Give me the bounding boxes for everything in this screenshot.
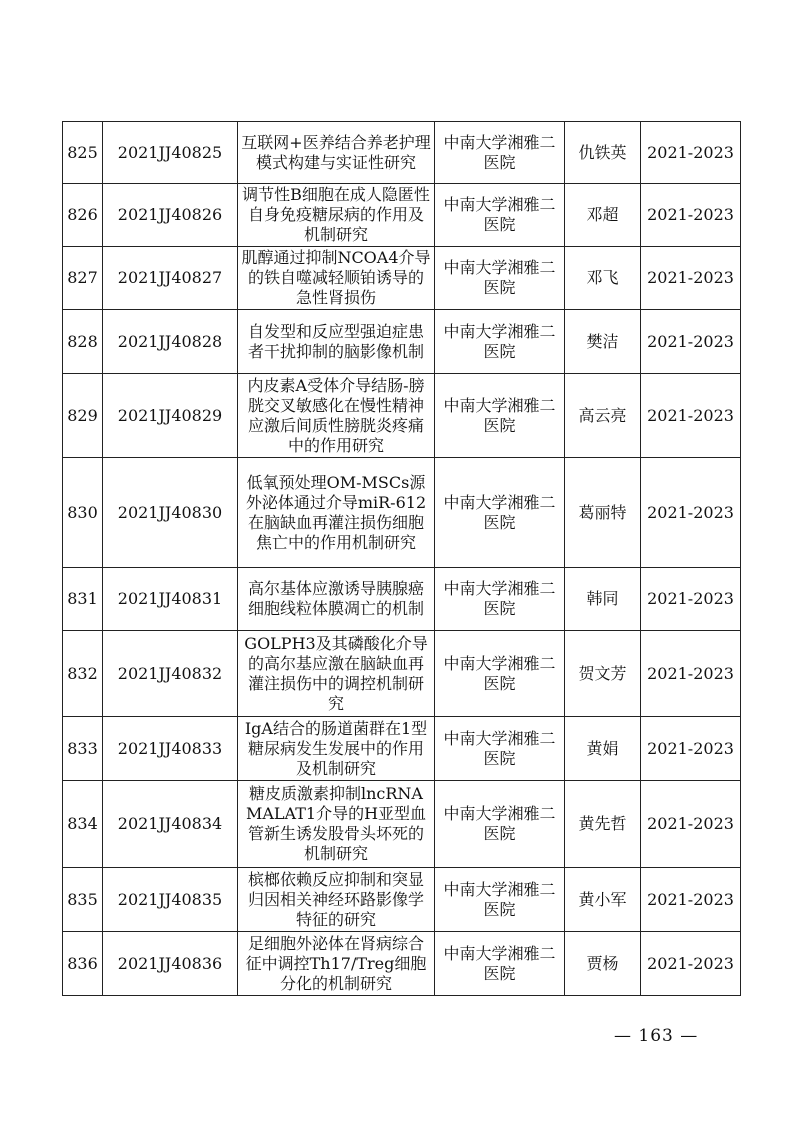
project-period: 2021-2023: [641, 458, 741, 568]
institution: 中南大学湘雅二医院: [435, 631, 565, 717]
project-title: 内皮素A受体介导结肠-膀胱交叉敏感化在慢性精神应激后间质性膀胱炎疼痛中的作用研究: [238, 374, 435, 458]
table-row: [63, 374, 741, 458]
principal-investigator: 贾杨: [565, 932, 641, 996]
table-row: [63, 310, 741, 374]
project-id: 2021JJ40826: [103, 184, 238, 247]
table-row: [63, 568, 741, 631]
project-id: 2021JJ40833: [103, 717, 238, 781]
row-number: 828: [63, 310, 103, 374]
project-title: 肌醇通过抑制NCOA4介导的铁自噬减轻顺铂诱导的急性肾损伤: [238, 247, 435, 310]
institution: 中南大学湘雅二医院: [435, 781, 565, 868]
table-row: [63, 184, 741, 247]
principal-investigator: 黄先哲: [565, 781, 641, 868]
table-row: [63, 717, 741, 781]
table-row: [63, 458, 741, 568]
project-period: 2021-2023: [641, 310, 741, 374]
project-title: 高尔基体应激诱导胰腺癌细胞线粒体膜凋亡的机制: [238, 568, 435, 631]
principal-investigator: 高云亮: [565, 374, 641, 458]
project-period: 2021-2023: [641, 122, 741, 184]
table-row: [63, 122, 741, 184]
project-id: 2021JJ40830: [103, 458, 238, 568]
project-period: 2021-2023: [641, 868, 741, 932]
table-row: [63, 631, 741, 717]
institution: 中南大学湘雅二医院: [435, 568, 565, 631]
project-table: [62, 121, 741, 996]
project-title: 调节性B细胞在成人隐匿性自身免疫糖尿病的作用及机制研究: [238, 184, 435, 247]
row-number: 833: [63, 717, 103, 781]
institution: 中南大学湘雅二医院: [435, 184, 565, 247]
row-number: 827: [63, 247, 103, 310]
institution: 中南大学湘雅二医院: [435, 717, 565, 781]
principal-investigator: 黄小军: [565, 868, 641, 932]
project-id: 2021JJ40835: [103, 868, 238, 932]
project-title: 槟榔依赖反应抑制和突显归因相关神经环路影像学特征的研究: [238, 868, 435, 932]
project-id: 2021JJ40829: [103, 374, 238, 458]
project-id: 2021JJ40832: [103, 631, 238, 717]
principal-investigator: 邓飞: [565, 247, 641, 310]
project-period: 2021-2023: [641, 631, 741, 717]
principal-investigator: 邓超: [565, 184, 641, 247]
project-title: 低氧预处理OM-MSCs源外泌体通过介导miR-612在脑缺血再灌注损伤细胞焦亡中的作用机制研究: [238, 458, 435, 568]
page-number: — 163 —: [614, 1026, 699, 1046]
project-period: 2021-2023: [641, 374, 741, 458]
row-number: 834: [63, 781, 103, 868]
institution: 中南大学湘雅二医院: [435, 868, 565, 932]
project-title: 糖皮质激素抑制lncRNA MALAT1介导的H亚型血管新生诱发股骨头坏死的机制研究: [238, 781, 435, 868]
project-id: 2021JJ40827: [103, 247, 238, 310]
row-number: 832: [63, 631, 103, 717]
principal-investigator: 樊洁: [565, 310, 641, 374]
table-row: [63, 781, 741, 868]
institution: 中南大学湘雅二医院: [435, 932, 565, 996]
row-number: 830: [63, 458, 103, 568]
project-period: 2021-2023: [641, 717, 741, 781]
row-number: 829: [63, 374, 103, 458]
project-id: 2021JJ40828: [103, 310, 238, 374]
project-period: 2021-2023: [641, 568, 741, 631]
project-id: 2021JJ40825: [103, 122, 238, 184]
project-title: 自发型和反应型强迫症患者干扰抑制的脑影像机制: [238, 310, 435, 374]
project-period: 2021-2023: [641, 932, 741, 996]
project-id: 2021JJ40834: [103, 781, 238, 868]
row-number: 831: [63, 568, 103, 631]
principal-investigator: 葛丽特: [565, 458, 641, 568]
project-period: 2021-2023: [641, 781, 741, 868]
row-number: 836: [63, 932, 103, 996]
row-number: 825: [63, 122, 103, 184]
institution: 中南大学湘雅二医院: [435, 374, 565, 458]
project-title: 互联网+医养结合养老护理模式构建与实证性研究: [238, 122, 435, 184]
institution: 中南大学湘雅二医院: [435, 310, 565, 374]
principal-investigator: 仇铁英: [565, 122, 641, 184]
table-row: [63, 932, 741, 996]
principal-investigator: 贺文芳: [565, 631, 641, 717]
table-row: [63, 868, 741, 932]
project-id: 2021JJ40836: [103, 932, 238, 996]
project-period: 2021-2023: [641, 184, 741, 247]
table-row: [63, 247, 741, 310]
row-number: 835: [63, 868, 103, 932]
project-title: GOLPH3及其磷酸化介导的高尔基应激在脑缺血再灌注损伤中的调控机制研究: [238, 631, 435, 717]
row-number: 826: [63, 184, 103, 247]
institution: 中南大学湘雅二医院: [435, 247, 565, 310]
institution: 中南大学湘雅二医院: [435, 458, 565, 568]
institution: 中南大学湘雅二医院: [435, 122, 565, 184]
project-period: 2021-2023: [641, 247, 741, 310]
project-title: IgA结合的肠道菌群在1型糖尿病发生发展中的作用及机制研究: [238, 717, 435, 781]
project-id: 2021JJ40831: [103, 568, 238, 631]
principal-investigator: 韩同: [565, 568, 641, 631]
project-title: 足细胞外泌体在肾病综合征中调控Th17/Treg细胞分化的机制研究: [238, 932, 435, 996]
principal-investigator: 黄娟: [565, 717, 641, 781]
